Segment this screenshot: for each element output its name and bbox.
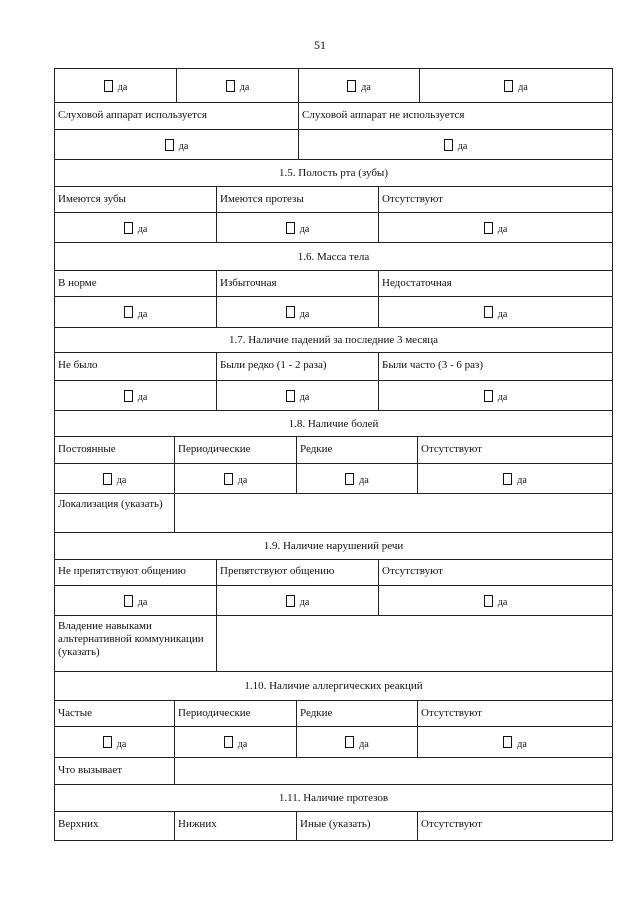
checkbox-cell[interactable]: да <box>217 381 379 410</box>
hearing-not-used-label: Слуховой аппарат не используется <box>302 109 465 121</box>
checkbox-icon[interactable] <box>224 473 233 485</box>
checkbox-cell[interactable]: да <box>55 727 175 757</box>
checkbox-cell[interactable]: да <box>420 69 612 102</box>
allergy-checkbox-row <box>54 727 613 758</box>
checkbox-cell[interactable]: да <box>175 464 297 493</box>
option-label: Отсутствуют <box>382 565 443 577</box>
checkbox-cell[interactable]: да <box>55 297 217 327</box>
checkbox-icon[interactable] <box>345 473 354 485</box>
checkbox-cell[interactable]: да <box>55 130 299 159</box>
checkbox-cell[interactable]: да <box>379 381 612 410</box>
checkbox-cell[interactable]: да <box>379 586 612 615</box>
checkbox-icon[interactable] <box>347 80 356 92</box>
option-label: Отсутствуют <box>421 818 482 830</box>
option-label: Периодические <box>175 701 297 726</box>
checkbox-icon[interactable] <box>286 595 295 607</box>
section-title: 1.8. Наличие болей <box>54 411 613 437</box>
option-label: Избыточная <box>217 271 379 296</box>
allergy-cause-row <box>54 758 613 785</box>
option-label: Имеются зубы <box>55 187 217 212</box>
checkbox-icon[interactable] <box>124 222 133 234</box>
vision-checkbox-row <box>54 69 613 103</box>
option-label: Редкие <box>297 437 418 463</box>
checkbox-icon[interactable] <box>286 222 295 234</box>
section-title: 1.7. Наличие падений за последние 3 месяца <box>54 328 613 353</box>
localization-field[interactable] <box>175 494 612 532</box>
pain-checkbox-row <box>54 464 613 494</box>
checkbox-icon[interactable] <box>503 736 512 748</box>
checkbox-icon[interactable] <box>224 736 233 748</box>
checkbox-icon[interactable] <box>504 80 513 92</box>
option-label: Не препятствуют общению <box>55 560 217 585</box>
checkbox-icon[interactable] <box>503 473 512 485</box>
option-label: Препятствуют общению <box>217 560 379 585</box>
checkbox-cell[interactable]: да <box>217 213 379 242</box>
section-title: 1.6. Масса тела <box>54 243 613 271</box>
checkbox-icon[interactable] <box>286 390 295 402</box>
checkbox-icon[interactable] <box>484 306 493 318</box>
checkbox-icon[interactable] <box>484 390 493 402</box>
checkbox-cell[interactable]: да <box>55 213 217 242</box>
checkbox-cell[interactable]: да <box>175 727 297 757</box>
falls-label-row <box>54 353 613 381</box>
hearing-label-row <box>54 103 613 130</box>
checkbox-icon[interactable] <box>104 80 113 92</box>
checkbox-icon[interactable] <box>165 139 174 151</box>
option-label: Имеются протезы <box>217 187 379 212</box>
checkbox-cell[interactable]: да <box>297 727 418 757</box>
checkbox-icon[interactable] <box>124 390 133 402</box>
checkbox-icon[interactable] <box>103 736 112 748</box>
checkbox-icon[interactable] <box>103 473 112 485</box>
checkbox-icon[interactable] <box>124 306 133 318</box>
section-title: 1.5. Полость рта (зубы) <box>54 160 613 187</box>
pain-localization-row <box>54 494 613 533</box>
checkbox-icon[interactable] <box>345 736 354 748</box>
option-label: Редкие <box>297 701 418 726</box>
checkbox-icon[interactable] <box>286 306 295 318</box>
prosthesis-label-row <box>54 812 613 841</box>
checkbox-icon[interactable] <box>444 139 453 151</box>
alt-comm-field[interactable] <box>217 616 612 671</box>
checkbox-icon[interactable] <box>124 595 133 607</box>
option-label: Отсутствуют <box>421 707 482 719</box>
checkbox-cell[interactable]: да <box>55 381 217 410</box>
alt-comm-label: Владение навыками альтернативной коммуникации (указать) <box>55 616 217 671</box>
option-label: Иные (указать) <box>297 812 418 840</box>
option-label: Верхних <box>55 812 175 840</box>
checkbox-cell[interactable]: да <box>55 586 217 615</box>
checkbox-icon[interactable] <box>226 80 235 92</box>
speech-label-row <box>54 560 613 586</box>
checkbox-cell[interactable]: да <box>297 464 418 493</box>
option-label: Были редко (1 - 2 раза) <box>217 353 379 380</box>
checkbox-icon[interactable] <box>484 222 493 234</box>
checkbox-cell[interactable]: да <box>418 464 612 493</box>
hearing-checkbox-row <box>54 130 613 160</box>
checkbox-cell[interactable]: да <box>217 297 379 327</box>
section-title: 1.11. Наличие протезов <box>54 785 613 812</box>
option-label: Частые <box>55 701 175 726</box>
speech-checkbox-row <box>54 586 613 616</box>
checkbox-icon[interactable] <box>484 595 493 607</box>
option-label: Были часто (3 - 6 раз) <box>382 359 484 371</box>
weight-label-row <box>54 271 613 297</box>
checkbox-cell[interactable]: да <box>299 69 420 102</box>
option-label: Периодические <box>175 437 297 463</box>
allergy-cause-label: Что вызывает <box>55 758 175 784</box>
assessment-form <box>54 68 613 841</box>
option-label: Отсутствуют <box>382 193 443 205</box>
option-label: Нижних <box>175 812 297 840</box>
checkbox-cell[interactable]: да <box>217 586 379 615</box>
checkbox-cell[interactable]: да <box>177 69 299 102</box>
hearing-used-label: Слуховой аппарат используется <box>55 103 299 129</box>
localization-label: Локализация (указать) <box>55 494 175 532</box>
oral-label-row <box>54 187 613 213</box>
section-title: 1.9. Наличие нарушений речи <box>54 533 613 560</box>
option-label: Постоянные <box>55 437 175 463</box>
allergy-cause-field[interactable] <box>175 758 612 784</box>
falls-checkbox-row <box>54 381 613 411</box>
option-label: Отсутствуют <box>421 443 482 455</box>
option-label: Недостаточная <box>382 277 452 289</box>
allergy-label-row <box>54 701 613 727</box>
checkbox-cell[interactable]: да <box>379 297 612 327</box>
checkbox-cell[interactable]: да <box>418 727 612 757</box>
option-label: Не было <box>55 353 217 380</box>
checkbox-cell[interactable]: да <box>55 69 177 102</box>
weight-checkbox-row <box>54 297 613 328</box>
checkbox-cell[interactable]: да <box>379 213 612 242</box>
oral-checkbox-row <box>54 213 613 243</box>
checkbox-cell[interactable]: да <box>299 130 612 159</box>
section-title: 1.10. Наличие аллергических реакций <box>54 672 613 701</box>
checkbox-cell[interactable]: да <box>55 464 175 493</box>
speech-alt-comm-row <box>54 616 613 672</box>
pain-label-row <box>54 437 613 464</box>
option-label: В норме <box>55 271 217 296</box>
page-number: 51 <box>314 38 326 52</box>
